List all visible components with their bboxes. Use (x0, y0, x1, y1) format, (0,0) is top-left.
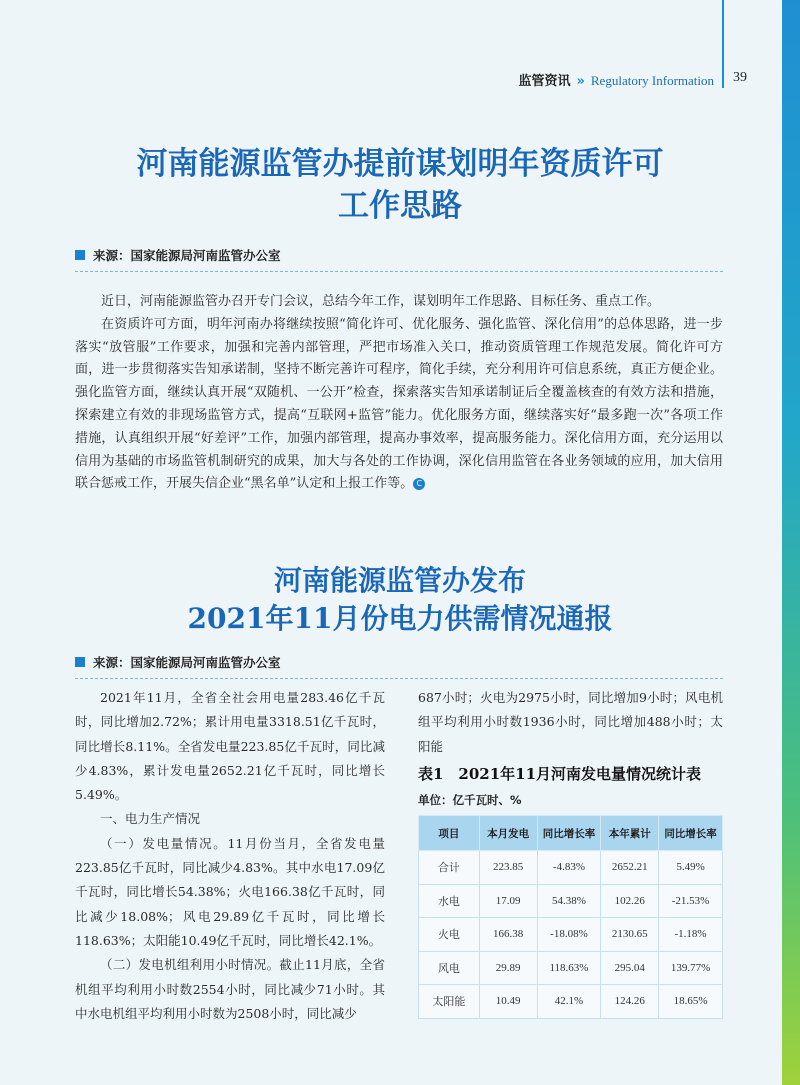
table-header-cell: 本月发电 (479, 816, 537, 851)
table-cell: 166.38 (479, 918, 537, 952)
table-row (419, 884, 723, 918)
table-cell: 火电 (419, 918, 480, 952)
table-cell: 102.26 (601, 884, 659, 918)
decorative-side-bar (782, 0, 800, 1085)
table-cell: 水电 (419, 884, 480, 918)
table-cell: -4.83% (537, 851, 601, 885)
table-cell: -1.18% (659, 918, 723, 952)
table-row (419, 985, 723, 1019)
table-cell: -21.53% (659, 884, 723, 918)
article1-paragraph (75, 314, 723, 496)
table-cell: 18.65% (659, 985, 723, 1019)
table-cell: 29.89 (479, 951, 537, 985)
article1-source (75, 246, 723, 272)
article2-right-column-text: 687小时；火电为2975小时，同比增加9小时；风电机组平均利用小时数1936小时，同比增加488小时；太阳能 (418, 690, 723, 754)
table-cell: 42.1% (537, 985, 601, 1019)
article1-title (60, 144, 740, 228)
article2-section-heading: 一、电力生产情况 (100, 811, 201, 827)
end-mark-icon: C (413, 478, 425, 490)
table-cell: 295.04 (601, 951, 659, 985)
table-title: 表1 2021年11月河南发电量情况统计表 (418, 765, 702, 783)
article1-paragraph-text: 在资质许可方面，明年河南办将继续按照“简化许可、优化服务、强化监管、深化信用”的总体思路，进一步落实“放管服”工作要求，加强和完善内部管理，严把市场准入关口，推动资质管理工作规范发展。简化许可方面，进一步贯彻落实告知承诺制，坚持不断完善许可程序，简化手续，充分利用许可信息系统，真正方便企业。强化监管方面，继续认真开展“双随机、一公开”检查，探索落实告知承诺制证后全覆盖核查的有效方法和措施，探索建立有效的非现场监管方式，提高“互联网+监管”能力。优化服务方面，继续落实好“最多跑一次”各项工作措施，认真组织开展“好差评”工作，加强内部管理，提高办事效率，提高服务能力。深化信用方面，充分运用以信用为基础的市场监管机制研究的成果，加大与各处的工作协调，深化信用监管在各业务领域的应用，加大信用联合惩戒工作，开展失信企业“黑名单”认定和上报工作等。 (75, 316, 723, 492)
table-cell: 太阳能 (419, 985, 480, 1019)
article2-source (75, 653, 723, 679)
running-header (518, 70, 714, 89)
square-bullet-icon (75, 250, 85, 260)
table-cell: 风电 (419, 951, 480, 985)
page-number: 39 (733, 70, 747, 85)
table-row (419, 918, 723, 952)
article2-paragraph: 2021年11月，全省全社会用电量283.46亿千瓦时，同比增加2.72%；累计用电量3318.51亿千瓦时，同比增长8.11%。全省发电量223.85亿千瓦时，同比减少4.83%，累计发电量2652.21亿千瓦时，同比增长5.49%。 (75, 690, 385, 803)
header-rule (722, 0, 724, 88)
chevron-right-icon: » (576, 74, 585, 89)
article2-paragraph: （一）发电量情况。11月份当月，全省发电量223.85亿千瓦时，同比减少4.83%。其中水电17.09亿千瓦时，同比增长54.38%；火电166.38亿千瓦时，同比减少18.08%；风电29.89亿千瓦时，同比增长118.63%；太阳能10.49亿千瓦时，同比增长42.1%。 (75, 835, 385, 948)
section-name-en: Regulatory Information (590, 73, 714, 88)
table-cell: 2652.21 (601, 851, 659, 885)
table-header-cell: 本年累计 (601, 816, 659, 851)
table-cell: 5.49% (659, 851, 723, 885)
table-row (419, 951, 723, 985)
table-header-cell: 项目 (419, 816, 480, 851)
article1-title-line1: 河南能源监管办提前谋划明年资质许可 (136, 146, 664, 182)
table-cell: 17.09 (479, 884, 537, 918)
table-cell: 118.63% (537, 951, 601, 985)
article2-title-line2: 2021年11月份电力供需情况通报 (187, 601, 613, 635)
article1-body (75, 291, 723, 496)
article2-source-text: 来源：国家能源局河南监管办公室 (93, 655, 281, 670)
article2-paragraph: （二）发电机组利用小时情况。截止11月底，全省机组平均利用小时数2554小时，同比减少71小时。其中水电机组平均利用小时数为2508小时，同比减少 (75, 957, 385, 1021)
table-cell: 54.38% (537, 884, 601, 918)
table-row (419, 851, 723, 885)
square-bullet-icon (75, 657, 85, 667)
table-header-row (419, 816, 723, 851)
article1-source-text: 来源：国家能源局河南监管办公室 (93, 248, 281, 263)
table-unit: 单位：亿千瓦时、% (418, 793, 522, 807)
table-header-cell: 同比增长率 (537, 816, 601, 851)
generation-stats-table (418, 815, 723, 1019)
section-name-cn: 监管资讯 (518, 74, 571, 89)
table-cell: -18.08% (537, 918, 601, 952)
article2-left-column (75, 686, 385, 1026)
table-cell: 10.49 (479, 985, 537, 1019)
article2-title-line1: 河南能源监管办发布 (273, 564, 526, 597)
table-cell: 合计 (419, 851, 480, 885)
table-cell: 139.77% (659, 951, 723, 985)
article2-title (60, 562, 740, 638)
article1-paragraph: 近日，河南能源监管办召开专门会议，总结今年工作，谋划明年工作思路、目标任务、重点工作。 (101, 294, 661, 309)
table-cell: 223.85 (479, 851, 537, 885)
article1-title-line2: 工作思路 (338, 187, 462, 224)
table-cell: 124.26 (601, 985, 659, 1019)
table-cell: 2130.65 (601, 918, 659, 952)
table-header-cell: 同比增长率 (659, 816, 723, 851)
